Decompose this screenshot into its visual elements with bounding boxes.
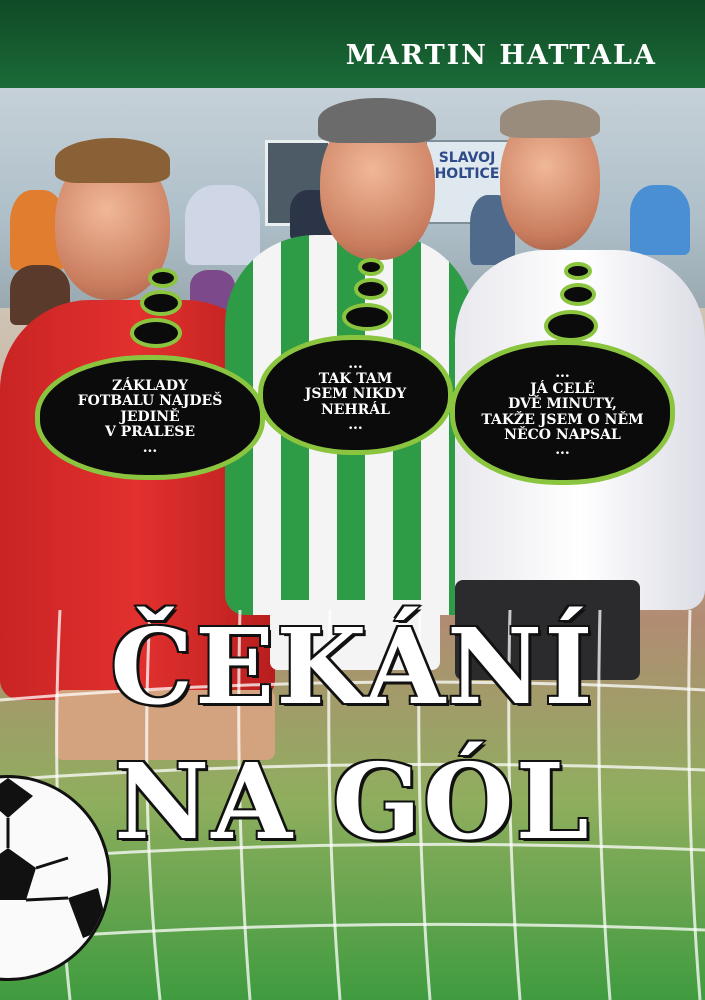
thought-dot — [544, 310, 598, 342]
thought-dot — [342, 303, 392, 331]
thought-dot — [560, 283, 596, 306]
bubble-line: JÁ CELÉ — [530, 380, 595, 397]
thought-dot — [130, 318, 182, 348]
thought-bubble-right — [450, 340, 675, 485]
bubble-line: TAK TAM — [318, 370, 393, 387]
bubble-line: DVĚ MINUTY, — [508, 396, 617, 413]
thought-dot — [358, 258, 384, 276]
bubble-line: ... — [555, 442, 570, 459]
thought-dot — [564, 262, 592, 280]
bubble-line: TAKŽE JSEM O NĚM — [481, 411, 644, 428]
spectator — [630, 185, 690, 255]
bubble-line: FOTBALU NAJDEŠ — [77, 393, 223, 410]
title-line-2: NA GÓL — [114, 740, 591, 863]
man-left-hair — [55, 138, 170, 183]
bubble-line: NĚCO NAPSAL — [504, 426, 621, 443]
author-name: MARTIN HATTALA — [345, 40, 657, 71]
title-line-1: ČEKÁNÍ — [110, 605, 595, 728]
man-right-hair — [500, 100, 600, 138]
bubble-line: JEDINĚ — [120, 408, 180, 425]
bubble-line: ... — [348, 417, 363, 434]
thought-dot — [354, 278, 388, 300]
club-sign-text: SLAVOJ HOLTICE — [434, 150, 500, 182]
bubble-line: NEHRÁL — [320, 401, 391, 418]
spectator — [185, 185, 260, 265]
man-middle-hair — [318, 98, 436, 143]
bubble-line: V PRALESE — [104, 424, 196, 441]
bubble-line: JSEM NIKDY — [304, 386, 407, 403]
bubble-line: ZÁKLADY — [111, 378, 189, 395]
thought-dot — [140, 290, 182, 316]
bubble-line: ... — [142, 439, 158, 456]
bubble-line: ... — [555, 365, 570, 382]
thought-dot — [148, 268, 178, 288]
thought-bubble-left — [35, 355, 265, 480]
bubble-line: ... — [348, 355, 363, 372]
thought-bubble-middle — [258, 335, 453, 455]
